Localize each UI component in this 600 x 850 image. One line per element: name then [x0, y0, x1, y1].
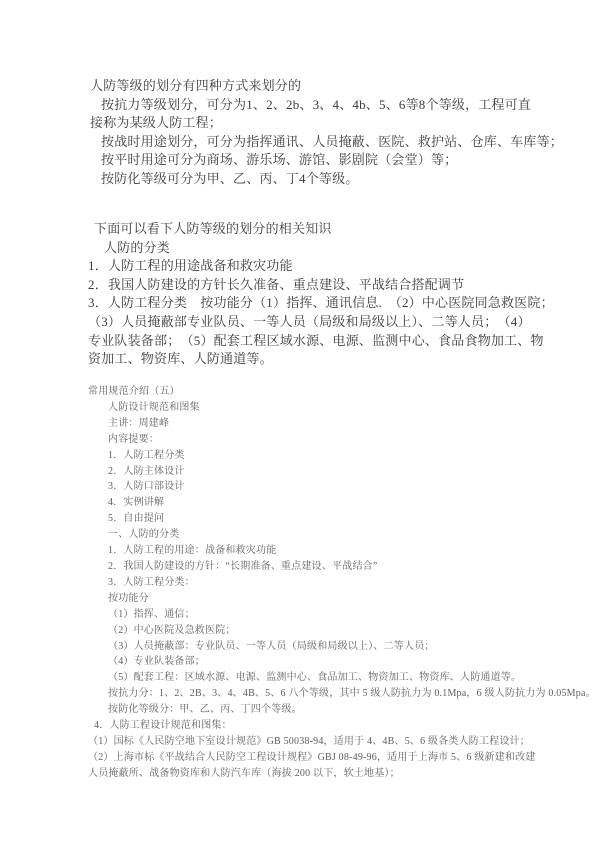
text-line: 人防等级的划分有四种方式来划分的 — [90, 78, 302, 93]
list-item: （2）上海市标《平战结合人民防空工程设计规程》GBJ 08-49-96，适用于上海市 5、6 级新建和改建 — [88, 751, 536, 763]
text-line: 人员掩蔽所、战备物资库和人防汽车库（海拔 200 以下，软土地基）； — [88, 767, 400, 779]
related-knowledge-section — [88, 220, 564, 369]
outline-item: 5．自由提问 — [108, 513, 165, 525]
text-line: 按抗力分：1、2、2B、3、4、4B、5、6 八个等级，其中 5 级人防抗力为 0.1Mpa，6 级人防抗力为 0.05Mpa。 — [108, 688, 596, 700]
list-item: （1）国标《人民防空地下室设计规范》GB 50038-94，适用于 4、4B、5、6 级各类人防工程设计； — [88, 735, 530, 747]
notes-heading: 人防设计规范和图集 — [108, 401, 200, 413]
list-item: 专业队装备部； （5）配套工程区域水源、电源、监测中心、食品食物加工、物 — [88, 332, 544, 348]
text-line: 按防化等级可分为甲、乙、丙、丁4个等级。 — [101, 170, 359, 186]
list-item: 1．人防工程的用途：战备和救灾功能 — [108, 545, 277, 557]
outline-item: 4．实例讲解 — [108, 497, 165, 509]
list-item: 1．人防工程的用途战备和救灾功能 — [88, 258, 293, 274]
list-item: （3）人员掩蔽部专业队员、一等人员（局级和局级以上）、二等人员； （4） — [88, 313, 531, 329]
list-item: 2．我国人防建设的方针：“长期准备、重点建设、平战结合” — [108, 560, 378, 572]
lecture-notes-section — [88, 384, 596, 782]
text-line: 接称为某级人防工程； — [90, 115, 223, 131]
list-item: 3．人防工程分类： — [108, 576, 195, 588]
text-line: 按战时用途划分，可分为指挥通讯、人员掩蔽、医院、救护站、仓库、车库等； — [101, 133, 564, 149]
text-line: 按平时用途可分为商场、游乐场、游馆、影剧院（会堂）等； — [101, 152, 458, 168]
text-line: 按抗力等级划分，可分为1、2、2b、3、4、4b、5、6等8个等级，工程可直 — [101, 96, 532, 112]
list-item: （2）中心医院及急救医院； — [108, 624, 236, 636]
list-item: 4．人防工程设计规范和图集： — [94, 720, 232, 732]
section-lead-line: 下面可以看下人防等级的划分的相关知识 — [94, 221, 332, 236]
section-heading: 一、人防的分类 — [108, 529, 180, 541]
outline-item: 3．人防口部设计 — [108, 481, 185, 493]
list-item: （1）指挥、通信； — [108, 608, 195, 620]
outline-item: 2．人防主体设计 — [108, 465, 185, 477]
section-subtitle: 人防的分类 — [104, 239, 171, 255]
text-line: 按防化等级分：甲、乙、丙、丁四个等级。 — [108, 704, 302, 716]
list-item: （5）配套工程：区域水源、电源、监测中心、食品加工、物资加工、物资库、人防通道等。 — [108, 672, 522, 684]
grade-division-intro — [90, 77, 562, 189]
sub-heading: 按功能分 — [108, 592, 149, 604]
outline-label: 内容提要： — [108, 433, 159, 445]
list-item: 2．我国人防建设的方针长久准备、重点建设、平战结合搭配调节 — [88, 276, 465, 292]
list-item: （3）人员掩蔽部：专业队员、一等人员（局级和局级以上）、二等人员； — [108, 640, 435, 652]
notes-title: 常用规范介绍（五） — [88, 386, 180, 397]
lecturer-line: 主讲：周建峰 — [108, 417, 170, 429]
list-item: 资加工、物资库、人防通道等。 — [88, 351, 273, 367]
list-item: （4）专业队装备部； — [108, 656, 205, 668]
outline-item: 1．人防工程分类 — [108, 449, 185, 461]
list-item: 3．人防工程分类 按功能分（1）指挥、通讯信息. （2）中心医院同急救医院； — [88, 295, 554, 311]
